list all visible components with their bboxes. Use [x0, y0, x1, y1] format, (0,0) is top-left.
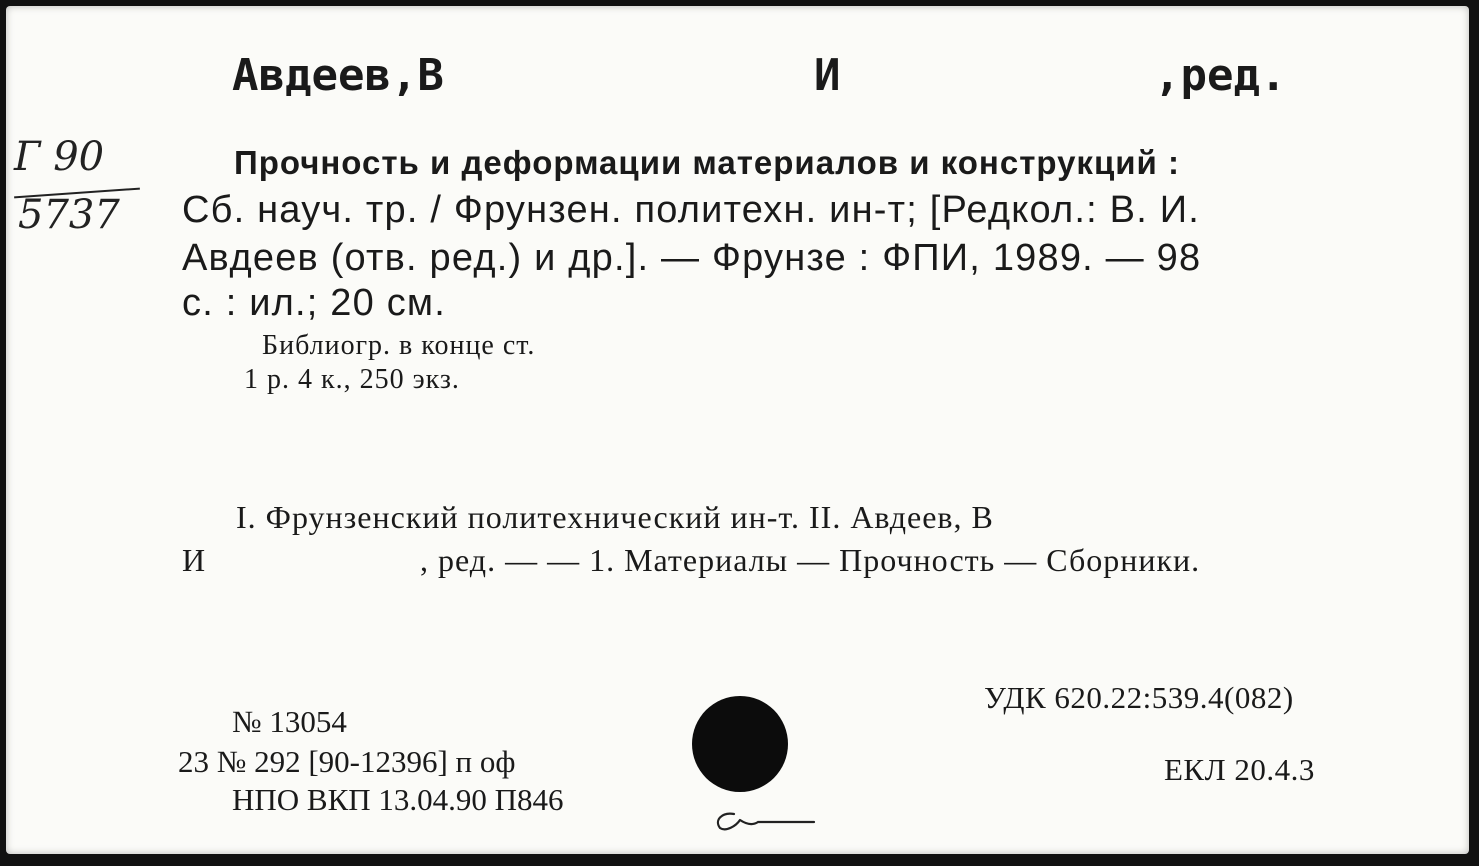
record-line-2: Сб. науч. тр. / Фрунзен. политехн. ин-т; [Редкол.: В. И.	[182, 189, 1200, 231]
record-line-4: с. : ил.; 20 см.	[182, 282, 447, 324]
tracing-initial: И	[182, 542, 206, 578]
footer-udk: УДК 620.22:539.4(082)	[984, 680, 1294, 715]
card-punch-hole	[692, 696, 788, 792]
catalog-card	[6, 6, 1469, 854]
footer-ekl: ЕКЛ 20.4.3	[1164, 752, 1315, 787]
footer-npo: НПО ВКП 13.04.90 П846	[232, 782, 564, 817]
footer-print-info: 23 № 292 [90-12396] п оф	[178, 744, 516, 779]
header-role: ,ред.	[1154, 50, 1287, 101]
tracing-line-2: , ред. — — 1. Материалы — Прочность — Сборники.	[420, 542, 1201, 578]
record-title: Прочность и деформации материалов и конструкций :	[234, 144, 1180, 181]
record-note-bibliography: Библиогр. в конце ст.	[262, 330, 536, 361]
header-author: Авдеев,В	[232, 50, 444, 101]
header-initial: И	[814, 50, 841, 101]
record-note-price: 1 р. 4 к., 250 экз.	[244, 364, 460, 395]
footer-number: № 13054	[232, 704, 347, 739]
shelfmark-bottom: 5737	[18, 192, 120, 238]
shelfmark-top: Г 90	[14, 134, 105, 180]
pencil-mark-icon	[706, 806, 816, 836]
tracing-line-1: I. Фрунзенский политехнический ин-т. II. Авдеев, В	[236, 499, 994, 535]
record-line-3: Авдеев (отв. ред.) и др.]. — Фрунзе : ФПИ, 1989. — 98	[182, 237, 1202, 279]
